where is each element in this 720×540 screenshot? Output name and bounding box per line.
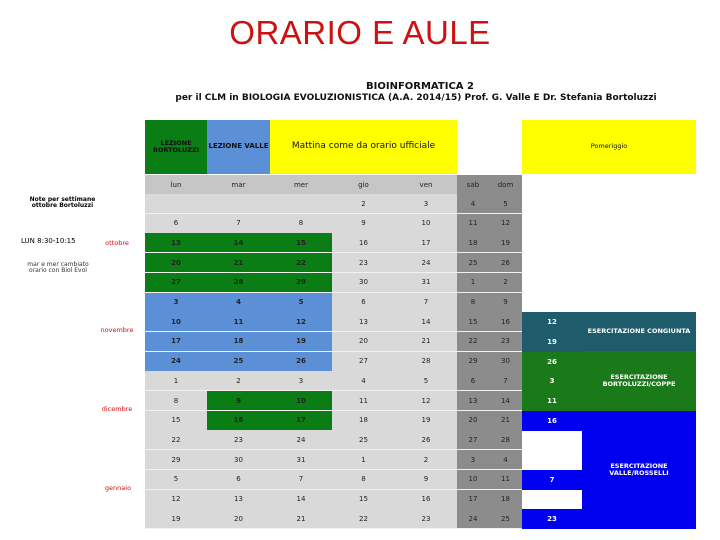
calendar-day: 17 <box>457 490 489 510</box>
calendar-day: 5 <box>145 470 207 490</box>
calendar-day: 1 <box>332 450 395 470</box>
calendar-day: 3 <box>145 293 207 313</box>
calendar-day: 25 <box>489 509 522 529</box>
calendar-day: 8 <box>145 391 207 411</box>
calendar-day: 23 <box>332 253 395 273</box>
calendar-day: 7 <box>270 470 332 490</box>
calendar-day: 22 <box>145 430 207 450</box>
calendar-day: 20 <box>207 509 270 529</box>
calendar-day: 24 <box>145 352 207 372</box>
weekday-mar: mar <box>207 175 270 194</box>
esercitazione-congiunta: ESERCITAZIONE CONGIUNTA <box>582 312 696 351</box>
calendar-day: 28 <box>489 430 522 450</box>
calendar-day: 21 <box>207 253 270 273</box>
afternoon-date: 19 <box>522 332 582 352</box>
afternoon-date: 11 <box>522 391 582 411</box>
calendar-day: 3 <box>395 194 457 214</box>
calendar-day: 31 <box>395 273 457 293</box>
calendar-day: 21 <box>395 332 457 352</box>
calendar-day: 25 <box>457 253 489 273</box>
calendar-day: 19 <box>270 332 332 352</box>
month-dicembre: dicembre <box>101 405 133 413</box>
weekday-gio: gio <box>332 175 395 194</box>
calendar-day: 13 <box>332 312 395 332</box>
calendar-day: 10 <box>145 312 207 332</box>
calendar-day: 15 <box>270 233 332 253</box>
calendar-day: 6 <box>207 470 270 490</box>
calendar-day: 2 <box>207 371 270 391</box>
calendar-day: 12 <box>395 391 457 411</box>
calendar-day: 25 <box>332 430 395 450</box>
calendar-day: 9 <box>332 214 395 234</box>
afternoon-date: 23 <box>522 509 582 529</box>
calendar-day: 30 <box>489 352 522 372</box>
calendar-day: 24 <box>395 253 457 273</box>
calendar-day: 16 <box>489 312 522 332</box>
calendar-day: 23 <box>395 509 457 529</box>
afternoon-date: 7 <box>522 470 582 490</box>
calendar-day: 13 <box>207 490 270 510</box>
calendar-day: 23 <box>207 430 270 450</box>
calendar-day <box>207 194 270 214</box>
calendar-day: 27 <box>145 273 207 293</box>
calendar-day: 3 <box>457 450 489 470</box>
afternoon-date: 26 <box>522 352 582 372</box>
calendar-day: 29 <box>270 273 332 293</box>
calendar-day: 11 <box>332 391 395 411</box>
calendar-day: 4 <box>457 194 489 214</box>
calendar-day: 22 <box>457 332 489 352</box>
calendar-day: 26 <box>395 430 457 450</box>
calendar-day: 9 <box>395 470 457 490</box>
weekday-mer: mer <box>270 175 332 194</box>
calendar-day: 7 <box>489 371 522 391</box>
calendar-day: 2 <box>332 194 395 214</box>
calendar-day: 4 <box>207 293 270 313</box>
calendar-day: 10 <box>457 470 489 490</box>
note-lun-time: LUN 8:30-10:15 <box>21 237 76 245</box>
calendar-day: 16 <box>207 411 270 431</box>
legend-morning: Mattina come da orario ufficiale <box>270 120 457 174</box>
note-marmer: mar e mer cambiato orario con Biol Evol <box>27 261 89 275</box>
calendar-day: 25 <box>207 352 270 372</box>
calendar-day: 20 <box>457 411 489 431</box>
course-subtitle: per il CLM in BIOLOGIA EVOLUZIONISTICA (A.A. 2014/15) Prof. G. Valle E Dr. Stefania Bortoluzzi <box>175 93 657 103</box>
calendar-day: 23 <box>489 332 522 352</box>
esercitazione-bortoluzzi: ESERCITAZIONE BORTOLUZZI/COPPE <box>582 351 696 411</box>
calendar-day: 28 <box>395 352 457 372</box>
calendar-day: 7 <box>395 293 457 313</box>
weekday-dom: dom <box>489 175 522 194</box>
esercitazione-valle: ESERCITAZIONE VALLE/ROSSELLI <box>582 411 696 529</box>
calendar-day: 2 <box>395 450 457 470</box>
calendar-day: 14 <box>395 312 457 332</box>
calendar-day: 6 <box>332 293 395 313</box>
month-novembre: novembre <box>100 326 134 334</box>
calendar-day: 29 <box>145 450 207 470</box>
calendar-day: 6 <box>145 214 207 234</box>
calendar-day: 17 <box>145 332 207 352</box>
calendar-day: 3 <box>270 371 332 391</box>
calendar-day: 9 <box>207 391 270 411</box>
calendar-day: 4 <box>489 450 522 470</box>
calendar-day: 5 <box>395 371 457 391</box>
calendar-day: 21 <box>270 509 332 529</box>
calendar-day: 20 <box>332 332 395 352</box>
calendar-day: 2 <box>489 273 522 293</box>
calendar-day: 19 <box>395 411 457 431</box>
weekday-sab: sab <box>457 175 489 194</box>
calendar-day: 22 <box>332 509 395 529</box>
calendar-day: 20 <box>145 253 207 273</box>
calendar-day: 18 <box>332 411 395 431</box>
calendar-day: 18 <box>207 332 270 352</box>
calendar-day: 24 <box>270 430 332 450</box>
legend-bortoluzzi: LEZIONE BORTOLUZZI <box>145 120 207 174</box>
calendar-day: 10 <box>395 214 457 234</box>
calendar-day: 12 <box>489 214 522 234</box>
calendar-day: 24 <box>457 509 489 529</box>
afternoon-date: 16 <box>522 411 582 431</box>
afternoon-date: 12 <box>522 312 582 332</box>
calendar-day: 17 <box>270 411 332 431</box>
calendar-day: 28 <box>207 273 270 293</box>
calendar-day: 13 <box>145 233 207 253</box>
calendar-day: 31 <box>270 450 332 470</box>
calendar-day: 11 <box>489 470 522 490</box>
calendar-day: 13 <box>457 391 489 411</box>
calendar-day: 5 <box>489 194 522 214</box>
afternoon-date: 3 <box>522 371 582 391</box>
calendar-day: 12 <box>145 490 207 510</box>
calendar-day: 14 <box>270 490 332 510</box>
calendar-day: 4 <box>332 371 395 391</box>
calendar-day: 19 <box>145 509 207 529</box>
calendar-day: 12 <box>270 312 332 332</box>
calendar-day <box>145 194 207 214</box>
calendar-day <box>270 194 332 214</box>
legend-afternoon: Pomeriggio <box>522 120 696 174</box>
calendar-day: 16 <box>395 490 457 510</box>
calendar-day: 8 <box>457 293 489 313</box>
calendar-day: 8 <box>332 470 395 490</box>
legend-valle: LEZIONE VALLE <box>207 120 270 174</box>
calendar-day: 27 <box>457 430 489 450</box>
calendar-day: 17 <box>395 233 457 253</box>
calendar-day: 18 <box>489 490 522 510</box>
calendar-day: 27 <box>332 352 395 372</box>
calendar-day: 10 <box>270 391 332 411</box>
calendar-day: 26 <box>270 352 332 372</box>
calendar-day: 30 <box>207 450 270 470</box>
calendar-day: 14 <box>489 391 522 411</box>
calendar-day: 5 <box>270 293 332 313</box>
calendar-day: 1 <box>457 273 489 293</box>
calendar-day: 11 <box>207 312 270 332</box>
calendar-day: 14 <box>207 233 270 253</box>
calendar-day: 15 <box>332 490 395 510</box>
calendar-day: 30 <box>332 273 395 293</box>
calendar-day: 15 <box>145 411 207 431</box>
calendar-day: 11 <box>457 214 489 234</box>
calendar-day: 18 <box>457 233 489 253</box>
calendar-day: 16 <box>332 233 395 253</box>
course-title: BIOINFORMATICA 2 <box>366 81 474 92</box>
month-gennaio: gennaio <box>104 484 132 492</box>
calendar-day: 6 <box>457 371 489 391</box>
calendar-day: 7 <box>207 214 270 234</box>
calendar-day: 9 <box>489 293 522 313</box>
calendar-day: 8 <box>270 214 332 234</box>
month-ottobre: ottobre <box>105 239 129 247</box>
weekday-ven: ven <box>395 175 457 194</box>
weekday-lun: lun <box>145 175 207 194</box>
calendar-day: 1 <box>145 371 207 391</box>
calendar-day: 29 <box>457 352 489 372</box>
note-ottobre: Note per settimane ottobre Bortoluzzi <box>29 196 96 210</box>
calendar-day: 26 <box>489 253 522 273</box>
page-title: ORARIO E AULE <box>229 14 491 51</box>
calendar-day: 21 <box>489 411 522 431</box>
calendar-day: 22 <box>270 253 332 273</box>
calendar-day: 15 <box>457 312 489 332</box>
calendar-day: 19 <box>489 233 522 253</box>
